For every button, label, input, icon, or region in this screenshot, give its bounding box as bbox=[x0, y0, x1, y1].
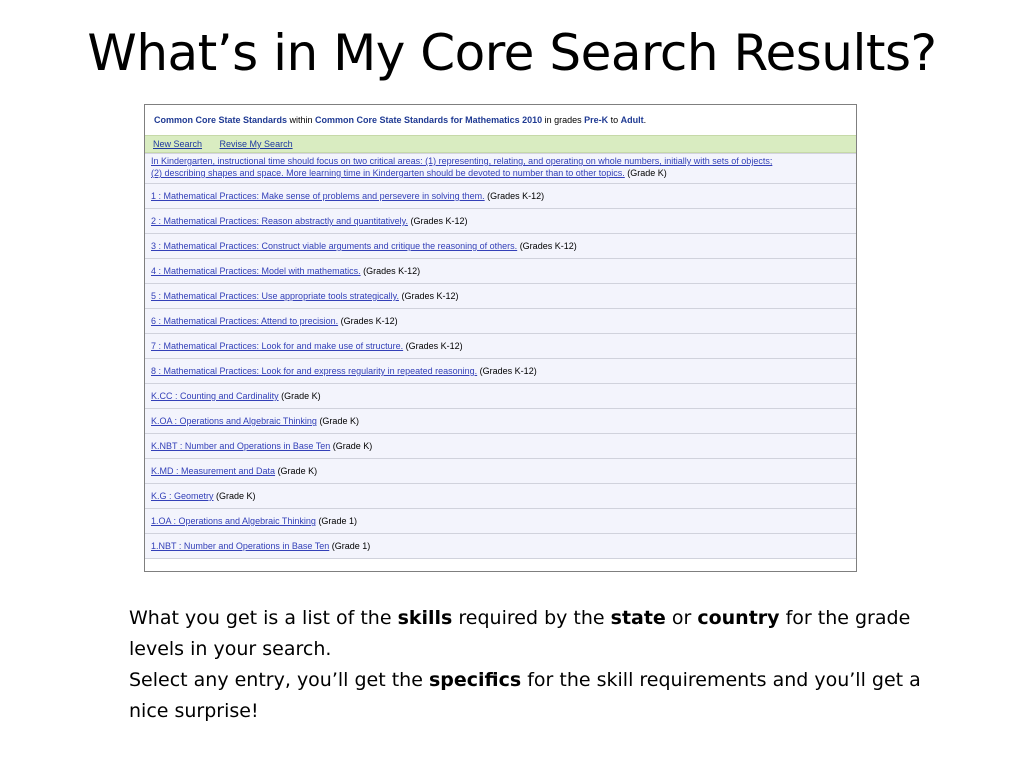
list-item bbox=[145, 184, 856, 209]
text-segment: required by the bbox=[452, 607, 611, 629]
result-link[interactable]: 2 : Mathematical Practices: Reason abstractly and quantitatively. bbox=[151, 216, 408, 226]
result-grades: (Grades K-12) bbox=[477, 366, 537, 376]
list-item bbox=[145, 359, 856, 384]
intro-link[interactable] bbox=[151, 156, 772, 178]
result-grades: (Grades K-12) bbox=[360, 266, 421, 276]
result-link[interactable]: 3 : Mathematical Practices: Construct viable arguments and critique the reasoning of others. bbox=[151, 241, 518, 251]
text-segment: What you get is a list of the bbox=[129, 607, 398, 629]
result-link[interactable]: 7 : Mathematical Practices: Look for and make use of structure. bbox=[151, 341, 404, 351]
list-item bbox=[145, 534, 856, 559]
list-item bbox=[145, 234, 856, 259]
intro-link-line1: In Kindergarten, instructional time should focus on two critical areas: (1) representing, relating, and operating on whole numbers, initially with sets of objects; bbox=[151, 156, 773, 166]
result-link[interactable]: 6 : Mathematical Practices: Attend to precision. bbox=[151, 316, 339, 326]
in-grades-text: in grades bbox=[542, 115, 585, 125]
list-item bbox=[145, 484, 856, 509]
result-link[interactable]: K.NBT : Number and Operations in Base Ten bbox=[151, 441, 331, 451]
search-toolbar bbox=[145, 135, 856, 153]
revise-search-link[interactable]: Revise My Search bbox=[219, 139, 293, 149]
text-segment: or bbox=[665, 607, 698, 629]
result-grades: (Grades K-12) bbox=[338, 316, 398, 326]
result-grades: (Grades K-12) bbox=[407, 216, 468, 226]
text-segment: for the grade levels in your search. bbox=[129, 607, 911, 660]
result-link[interactable]: 1 : Mathematical Practices: Make sense of problems and persevere in solving them. bbox=[151, 191, 485, 201]
explanation-text bbox=[129, 603, 929, 727]
list-item bbox=[145, 209, 856, 234]
result-grades: (Grades K-12) bbox=[403, 341, 463, 351]
result-grades: (Grade K) bbox=[330, 441, 373, 451]
result-link[interactable]: 1.OA : Operations and Algebraic Thinking bbox=[151, 516, 316, 526]
result-grades: (Grades K-12) bbox=[398, 291, 459, 301]
result-link[interactable]: 1.NBT : Number and Operations in Base Ten bbox=[151, 541, 330, 551]
new-search-link[interactable]: New Search bbox=[153, 139, 203, 149]
result-grades: (Grades K-12) bbox=[517, 241, 577, 251]
grade-to: Adult bbox=[620, 115, 644, 125]
result-grades: (Grade K) bbox=[316, 416, 359, 426]
grade-from: Pre-K bbox=[584, 115, 609, 125]
result-link[interactable]: 5 : Mathematical Practices: Use appropriate tools strategically. bbox=[151, 291, 399, 301]
emphasis-state: state bbox=[610, 607, 666, 629]
list-item-intro bbox=[145, 154, 856, 184]
list-item bbox=[145, 509, 856, 534]
result-link[interactable]: 8 : Mathematical Practices: Look for and express regularity in repeated reasoning. bbox=[151, 366, 478, 376]
results-list bbox=[145, 153, 856, 559]
text-segment: for the skill requirements and you’ll get a nice surprise! bbox=[129, 669, 921, 722]
framework-name: Common Core State Standards for Mathematics 2010 bbox=[315, 115, 543, 125]
result-grades: (Grade K) bbox=[213, 491, 256, 501]
result-grades: (Grade K) bbox=[278, 391, 321, 401]
result-grades: (Grades K-12) bbox=[484, 191, 545, 201]
list-item bbox=[145, 309, 856, 334]
result-link[interactable]: K.G : Geometry bbox=[151, 491, 214, 501]
emphasis-country: country bbox=[697, 607, 780, 629]
slide-title: What’s in My Core Search Results? bbox=[87, 24, 937, 82]
emphasis-specifics: specifics bbox=[428, 669, 522, 691]
list-item bbox=[145, 409, 856, 434]
explanation-paragraph-2 bbox=[129, 665, 929, 727]
period-text: . bbox=[643, 115, 647, 125]
result-link[interactable]: K.MD : Measurement and Data bbox=[151, 466, 276, 476]
within-text: within bbox=[287, 115, 316, 125]
text-segment: Select any entry, you’ll get the bbox=[129, 669, 429, 691]
standard-set-name: Common Core State Standards bbox=[154, 115, 288, 125]
to-text: to bbox=[608, 115, 621, 125]
list-item bbox=[145, 284, 856, 309]
list-item bbox=[145, 459, 856, 484]
result-link[interactable]: K.OA : Operations and Algebraic Thinking bbox=[151, 416, 317, 426]
list-item bbox=[145, 434, 856, 459]
emphasis-skills: skills bbox=[397, 607, 453, 629]
search-results-screenshot bbox=[144, 104, 857, 572]
result-grades: (Grade 1) bbox=[315, 516, 357, 526]
search-summary bbox=[145, 105, 856, 135]
intro-grades: (Grade K) bbox=[624, 168, 667, 178]
result-link[interactable]: K.CC : Counting and Cardinality bbox=[151, 391, 279, 401]
result-link[interactable]: 4 : Mathematical Practices: Model with mathematics. bbox=[151, 266, 361, 276]
explanation-paragraph-1 bbox=[129, 603, 929, 665]
result-grades: (Grade K) bbox=[275, 466, 318, 476]
list-item bbox=[145, 384, 856, 409]
intro-link-line2: (2) describing shapes and space. More learning time in Kindergarten should be devoted to number than to other topics. bbox=[151, 168, 625, 178]
list-item bbox=[145, 334, 856, 359]
result-grades: (Grade 1) bbox=[329, 541, 371, 551]
list-item bbox=[145, 259, 856, 284]
